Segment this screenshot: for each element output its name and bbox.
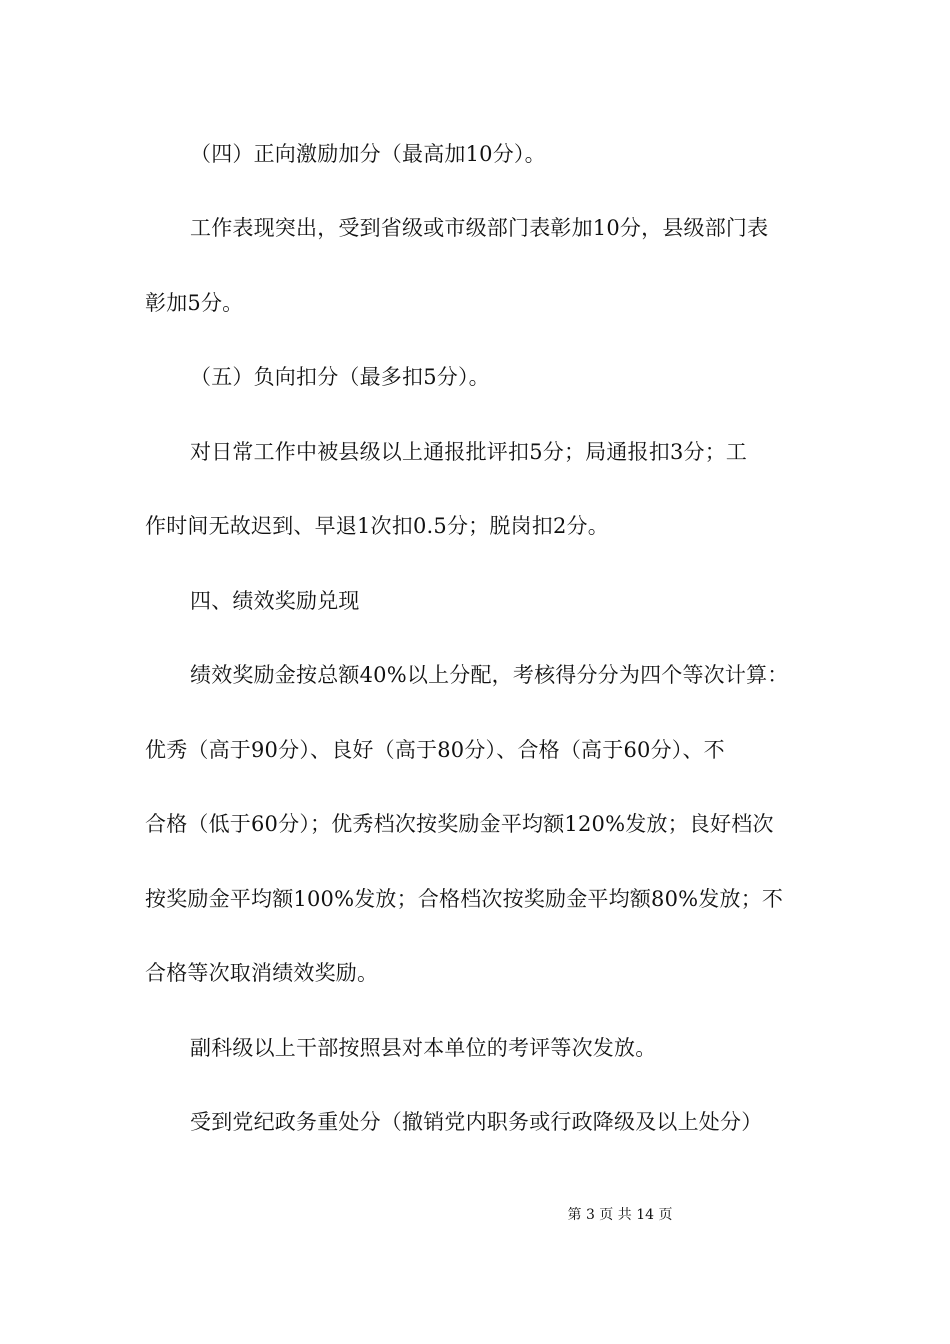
page-footer (0, 1206, 950, 1224)
paragraph-line: 工作表现突出，受到省级或市级部门表彰加10分，县级部门表 (190, 216, 769, 240)
paragraph-line: 副科级以上干部按照县对本单位的考评等次发放。 (190, 1036, 657, 1060)
paragraph-line: 合格（低于60分）；优秀档次按奖励金平均额120%发放；良好档次 (145, 812, 774, 836)
section-heading-negative-deduction: （五）负向扣分（最多扣5分）。 (190, 365, 490, 389)
paragraph-line: 合格等次取消绩效奖励。 (145, 961, 379, 985)
paragraph-line: 对日常工作中被县级以上通报批评扣5分；局通报扣3分；工 (190, 440, 748, 464)
paragraph-line: 按奖励金平均额100%发放；合格档次按奖励金平均额80%发放；不 (145, 887, 784, 911)
paragraph-line: 绩效奖励金按总额40%以上分配，考核得分分为四个等次计算： (190, 663, 789, 687)
paragraph-line: 彰加5分。 (145, 291, 244, 315)
paragraph-line: 优秀（高于90分）、良好（高于80分）、合格（高于60分）、不 (145, 738, 725, 762)
section-heading-performance-reward: 四、绩效奖励兑现 (190, 589, 360, 613)
section-heading-positive-incentive: （四）正向激励加分（最高加10分）。 (190, 142, 546, 166)
paragraph-line: 受到党纪政务重处分（撤销党内职务或行政降级及以上处分） (190, 1110, 763, 1134)
paragraph-line: 作时间无故迟到、早退1次扣0.5分；脱岗扣2分。 (145, 514, 609, 538)
page-number: 第 3 页 共 14 页 (567, 1207, 673, 1223)
